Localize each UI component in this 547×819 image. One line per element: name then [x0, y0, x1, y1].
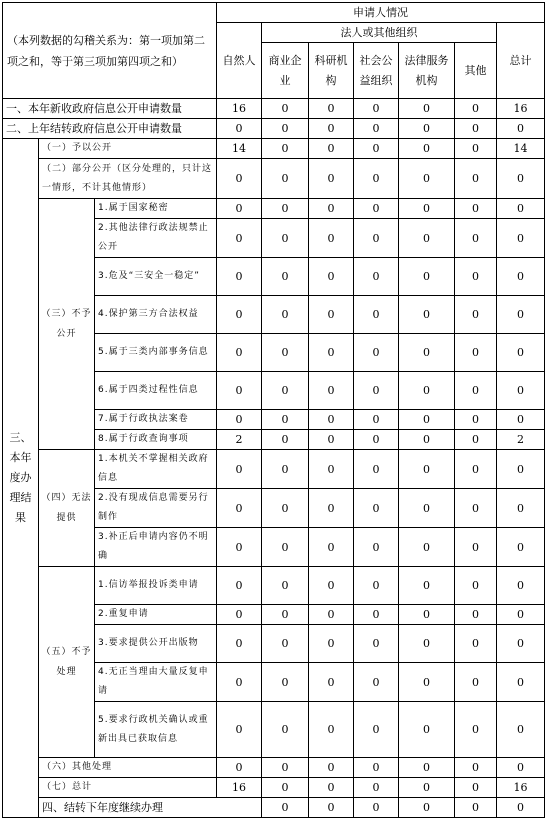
- value-cell: 0: [217, 567, 262, 605]
- subitem-label: 3.危及“三安全一稳定”: [95, 258, 217, 296]
- value-cell: 0: [262, 605, 309, 625]
- subitem-label: 7.属于行政执法案卷: [95, 410, 217, 430]
- value-cell: 0: [262, 199, 309, 219]
- value-cell: 0: [262, 798, 309, 818]
- research-header: 科研机构: [309, 43, 354, 99]
- value-cell: 0: [399, 258, 455, 296]
- value-cell: 0: [309, 605, 354, 625]
- value-cell: 0: [309, 798, 354, 818]
- value-cell: 0: [399, 219, 455, 258]
- other-header: 其他: [455, 43, 497, 99]
- value-cell: 0: [354, 258, 399, 296]
- subitem-label: 1.信访举报投诉类申请: [95, 567, 217, 605]
- note-cell: （本列数据的勾稽关系为：第一项加第二项之和，等于第三项加第四项之和）: [3, 3, 217, 99]
- value-cell: 0: [217, 296, 262, 334]
- subitem-label: 2.其他法律行政法规禁止公开: [95, 219, 217, 258]
- value-cell: 0: [455, 372, 497, 410]
- value-cell: 0: [455, 159, 497, 199]
- value-cell: 0: [217, 372, 262, 410]
- value-cell: 0: [497, 528, 545, 567]
- subitem-label: 3.补正后申请内容仍不明确: [95, 528, 217, 567]
- value-cell: 0: [354, 139, 399, 159]
- value-cell: 0: [354, 702, 399, 758]
- value-cell: 0: [497, 489, 545, 528]
- value-cell: 0: [354, 159, 399, 199]
- value-cell: 0: [455, 663, 497, 702]
- value-cell: 0: [309, 410, 354, 430]
- value-cell: 0: [262, 663, 309, 702]
- row-g3-sub: [3, 199, 545, 219]
- value-cell: 0: [217, 758, 262, 778]
- value-cell: 16: [217, 778, 262, 798]
- value-cell: 0: [262, 430, 309, 450]
- value-cell: 0: [262, 219, 309, 258]
- value-cell: 0: [354, 798, 399, 818]
- value-cell: 0: [455, 258, 497, 296]
- value-cell: 0: [217, 702, 262, 758]
- value-cell: 0: [262, 159, 309, 199]
- value-cell: 0: [354, 778, 399, 798]
- value-cell: 0: [309, 199, 354, 219]
- value-cell: 0: [399, 758, 455, 778]
- value-cell: 14: [497, 139, 545, 159]
- subitem-label: 5.属于三类内部事务信息: [95, 334, 217, 372]
- total-header: 总计: [497, 23, 545, 99]
- subitem-label: 2.没有现成信息需要另行制作: [95, 489, 217, 528]
- value-cell: 0: [262, 119, 309, 139]
- value-cell: 0: [399, 410, 455, 430]
- value-cell: 0: [399, 625, 455, 663]
- value-cell: 0: [262, 625, 309, 663]
- value-cell: 0: [354, 119, 399, 139]
- value-cell: 0: [354, 758, 399, 778]
- value-cell: 0: [354, 528, 399, 567]
- value-cell: 0: [455, 430, 497, 450]
- subitem-label: 1.属于国家秘密: [95, 199, 217, 219]
- value-cell: 0: [354, 450, 399, 489]
- value-cell: 0: [309, 625, 354, 663]
- value-cell: 0: [354, 410, 399, 430]
- row-new-requests: [3, 99, 545, 119]
- value-cell: 0: [497, 159, 545, 199]
- legal-other-header: 法人或其他组织: [262, 23, 497, 43]
- row-g1: [3, 139, 545, 159]
- value-cell: 0: [309, 219, 354, 258]
- section-three-label: 三、本年度办理结果: [3, 139, 39, 818]
- value-cell: 0: [497, 758, 545, 778]
- value-cell: 0: [399, 199, 455, 219]
- value-cell: 0: [399, 663, 455, 702]
- value-cell: 0: [217, 625, 262, 663]
- group-label: （五）不予处理: [39, 567, 95, 758]
- natural-person-header: 自然人: [217, 23, 262, 99]
- value-cell: 0: [354, 219, 399, 258]
- value-cell: 0: [455, 758, 497, 778]
- subitem-label: 6.属于四类过程性信息: [95, 372, 217, 410]
- value-cell: 0: [217, 199, 262, 219]
- value-cell: 0: [309, 119, 354, 139]
- group-label: （一）予以公开: [39, 139, 217, 159]
- legal-service-header: 法律服务机构: [399, 43, 455, 99]
- value-cell: 0: [217, 334, 262, 372]
- value-cell: 0: [497, 119, 545, 139]
- value-cell: 0: [217, 258, 262, 296]
- value-cell: 2: [497, 430, 545, 450]
- value-cell: 0: [455, 410, 497, 430]
- subitem-label: 8.属于行政查询事项: [95, 430, 217, 450]
- value-cell: 0: [309, 450, 354, 489]
- value-cell: 0: [217, 605, 262, 625]
- value-cell: 0: [309, 99, 354, 119]
- section-one-label: 一、本年新收政府信息公开申请数量: [3, 99, 217, 119]
- value-cell: 0: [217, 528, 262, 567]
- value-cell: 0: [455, 119, 497, 139]
- value-cell: 0: [399, 605, 455, 625]
- row-g4-sub: [3, 450, 545, 489]
- value-cell: 0: [354, 625, 399, 663]
- row-g5-sub: [3, 567, 545, 605]
- applicant-status-header: 申请人情况: [217, 3, 545, 23]
- value-cell: 0: [497, 410, 545, 430]
- value-cell: 0: [217, 119, 262, 139]
- value-cell: 0: [455, 625, 497, 663]
- value-cell: 0: [455, 334, 497, 372]
- value-cell: 0: [309, 159, 354, 199]
- value-cell: 0: [497, 702, 545, 758]
- row-g6: [3, 758, 545, 778]
- value-cell: 0: [354, 430, 399, 450]
- value-cell: 0: [262, 758, 309, 778]
- value-cell: 0: [497, 334, 545, 372]
- row-carried-over: [3, 119, 545, 139]
- value-cell: 0: [399, 372, 455, 410]
- value-cell: 0: [262, 334, 309, 372]
- value-cell: 0: [217, 450, 262, 489]
- value-cell: 0: [309, 528, 354, 567]
- value-cell: 0: [455, 567, 497, 605]
- value-cell: 0: [455, 605, 497, 625]
- value-cell: 0: [497, 567, 545, 605]
- value-cell: 0: [309, 258, 354, 296]
- value-cell: 14: [217, 139, 262, 159]
- value-cell: 2: [217, 430, 262, 450]
- value-cell: 0: [262, 99, 309, 119]
- value-cell: 0: [497, 372, 545, 410]
- value-cell: 0: [497, 605, 545, 625]
- section-four-label: 四、结转下年度继续办理: [39, 798, 262, 818]
- value-cell: 0: [309, 758, 354, 778]
- value-cell: 0: [497, 625, 545, 663]
- commercial-header: 商业企业: [262, 43, 309, 99]
- value-cell: 0: [262, 567, 309, 605]
- value-cell: 0: [262, 702, 309, 758]
- value-cell: 0: [354, 372, 399, 410]
- subitem-label: 1.本机关不掌握相关政府信息: [95, 450, 217, 489]
- value-cell: 0: [399, 430, 455, 450]
- value-cell: 0: [309, 702, 354, 758]
- value-cell: 0: [309, 663, 354, 702]
- social-header: 社会公益组织: [354, 43, 399, 99]
- value-cell: 0: [455, 702, 497, 758]
- value-cell: 0: [354, 489, 399, 528]
- subitem-label: 4.保护第三方合法权益: [95, 296, 217, 334]
- value-cell: 0: [309, 334, 354, 372]
- value-cell: 0: [354, 663, 399, 702]
- group-label: （二）部分公开（区分处理的，只计这一情形，不计其他情形）: [39, 159, 217, 199]
- value-cell: 0: [497, 450, 545, 489]
- value-cell: 0: [262, 139, 309, 159]
- value-cell: 0: [354, 605, 399, 625]
- value-cell: 0: [354, 99, 399, 119]
- value-cell: 0: [262, 258, 309, 296]
- value-cell: 0: [354, 199, 399, 219]
- value-cell: 0: [309, 430, 354, 450]
- value-cell: 0: [497, 798, 545, 818]
- value-cell: 0: [262, 296, 309, 334]
- group-label: （三）不予公开: [39, 199, 95, 450]
- table-body: [3, 3, 545, 818]
- value-cell: 0: [217, 663, 262, 702]
- value-cell: 0: [399, 798, 455, 818]
- value-cell: 0: [455, 296, 497, 334]
- value-cell: 0: [309, 296, 354, 334]
- subitem-label: 4.无正当理由大量反复申请: [95, 663, 217, 702]
- value-cell: 0: [309, 139, 354, 159]
- gov-info-disclosure-table: [2, 2, 545, 818]
- value-cell: 0: [455, 450, 497, 489]
- value-cell: 0: [497, 296, 545, 334]
- value-cell: 0: [497, 258, 545, 296]
- value-cell: 0: [217, 159, 262, 199]
- value-cell: 0: [354, 296, 399, 334]
- value-cell: 0: [262, 489, 309, 528]
- value-cell: 0: [455, 139, 497, 159]
- value-cell: 0: [399, 450, 455, 489]
- subitem-label: 2.重复申请: [95, 605, 217, 625]
- value-cell: 0: [399, 778, 455, 798]
- value-cell: 0: [455, 219, 497, 258]
- value-cell: 0: [399, 489, 455, 528]
- value-cell: 0: [399, 528, 455, 567]
- value-cell: 0: [354, 334, 399, 372]
- value-cell: 0: [217, 219, 262, 258]
- value-cell: 0: [455, 528, 497, 567]
- value-cell: 0: [309, 489, 354, 528]
- value-cell: 0: [262, 410, 309, 430]
- value-cell: 0: [399, 334, 455, 372]
- value-cell: 0: [399, 99, 455, 119]
- value-cell: 0: [399, 702, 455, 758]
- subitem-label: 5.要求行政机关确认或重新出具已获取信息: [95, 702, 217, 758]
- value-cell: 0: [399, 159, 455, 199]
- row-g7: [3, 778, 545, 798]
- group-label: （七）总计: [39, 778, 217, 798]
- value-cell: 0: [262, 372, 309, 410]
- subitem-label: 3.要求提供公开出版物: [95, 625, 217, 663]
- value-cell: 0: [455, 798, 497, 818]
- row-g2: [3, 159, 545, 199]
- value-cell: 0: [262, 450, 309, 489]
- value-cell: 0: [497, 663, 545, 702]
- value-cell: 0: [497, 199, 545, 219]
- value-cell: 0: [309, 372, 354, 410]
- section-two-label: 二、上年结转政府信息公开申请数量: [3, 119, 217, 139]
- value-cell: 16: [497, 99, 545, 119]
- value-cell: 16: [217, 99, 262, 119]
- value-cell: 16: [497, 778, 545, 798]
- value-cell: 0: [497, 219, 545, 258]
- group-label: （四）无法提供: [39, 450, 95, 567]
- value-cell: 0: [399, 139, 455, 159]
- value-cell: 0: [217, 489, 262, 528]
- value-cell: 0: [217, 410, 262, 430]
- value-cell: 0: [455, 199, 497, 219]
- value-cell: 0: [309, 567, 354, 605]
- value-cell: 0: [354, 567, 399, 605]
- value-cell: 0: [455, 99, 497, 119]
- header-row-1: [3, 3, 545, 23]
- value-cell: 0: [399, 296, 455, 334]
- row-carry-next: [3, 798, 545, 818]
- group-label: （六）其他处理: [39, 758, 217, 778]
- value-cell: 0: [399, 119, 455, 139]
- value-cell: 0: [309, 778, 354, 798]
- value-cell: 0: [262, 778, 309, 798]
- value-cell: 0: [262, 528, 309, 567]
- value-cell: 0: [455, 489, 497, 528]
- value-cell: 0: [399, 567, 455, 605]
- value-cell: 0: [455, 778, 497, 798]
